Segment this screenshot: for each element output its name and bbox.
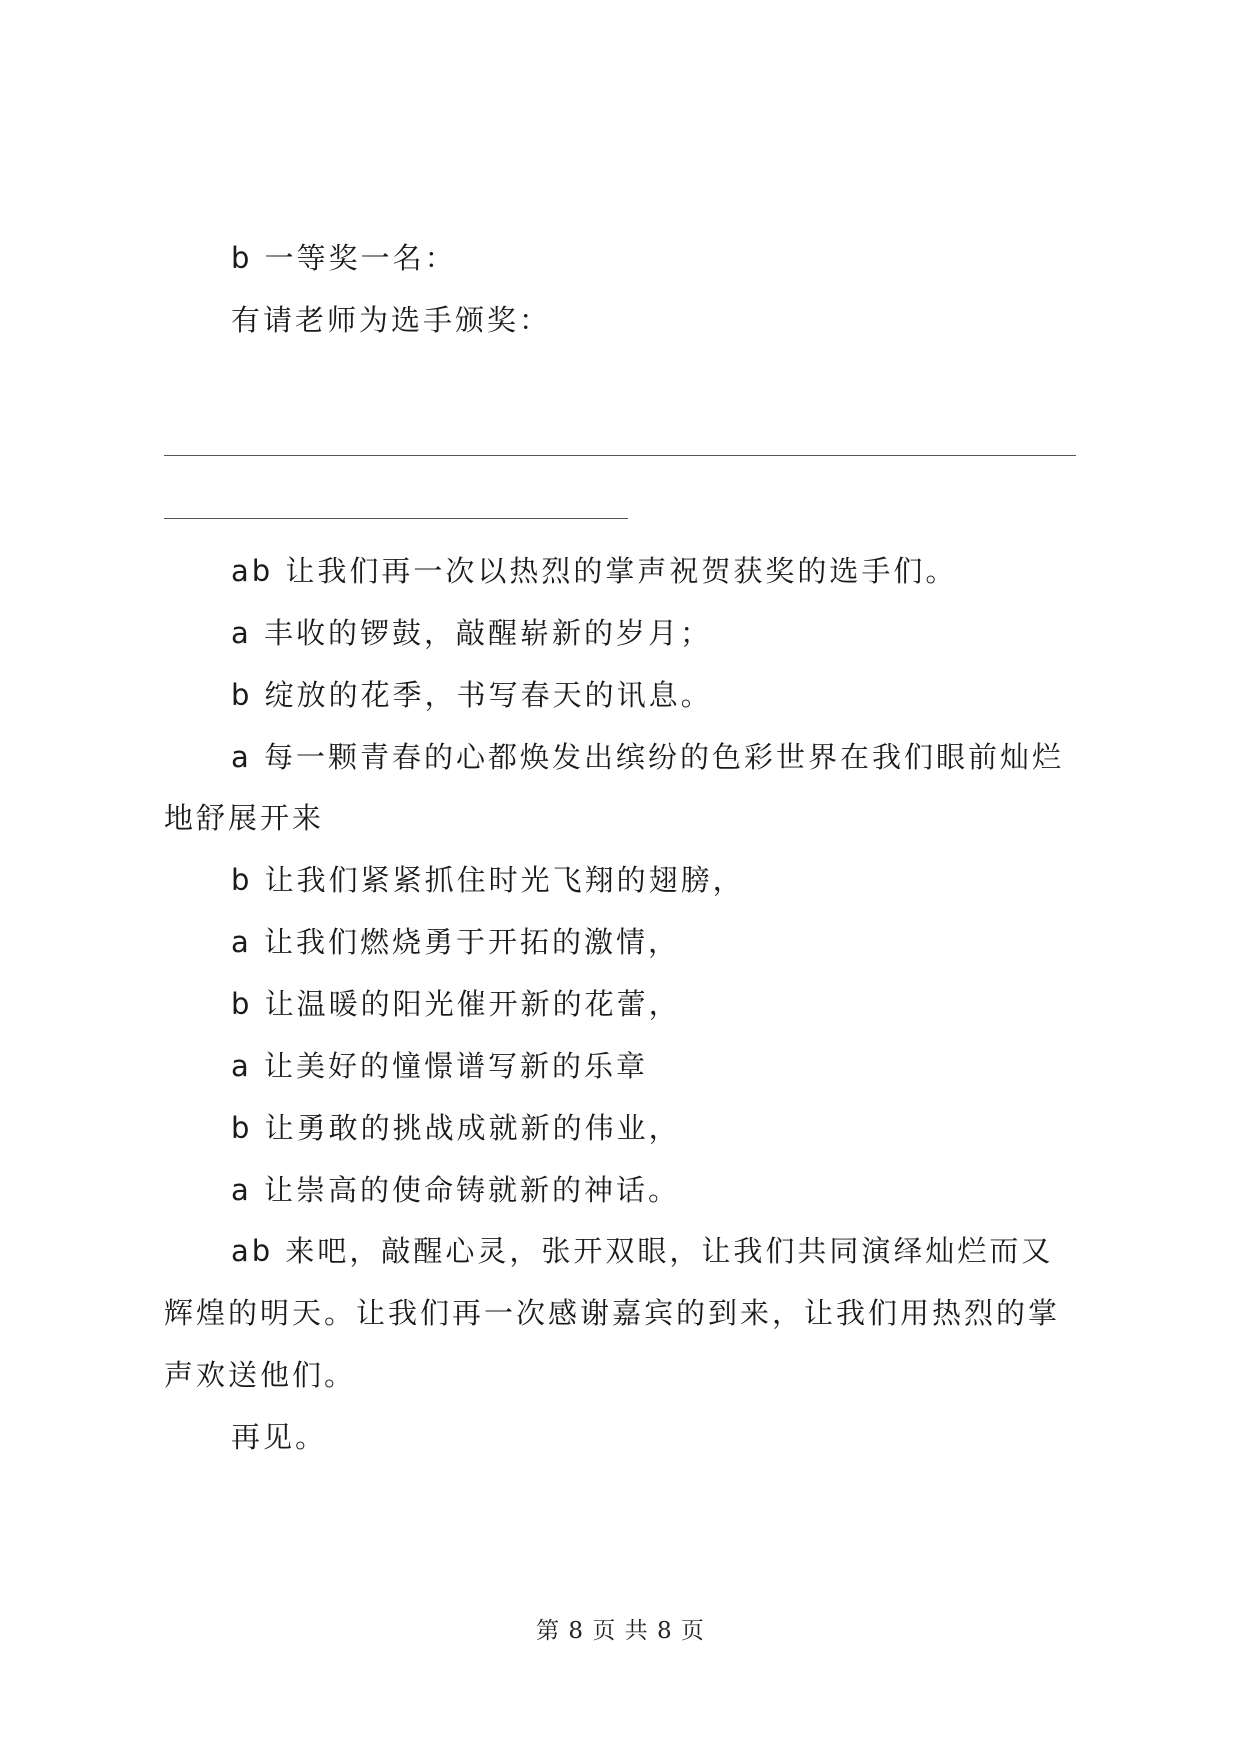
paragraph-line: ab 来吧，敲醒心灵，张开双眼，让我们共同演绎灿烂而又 (231, 1234, 1054, 1268)
paragraph-line: b 让温暖的阳光催开新的花蕾， (231, 987, 681, 1021)
paragraph-line: b 让我们紧紧抓住时光飞翔的翅膀， (231, 863, 745, 897)
paragraph-line: a 每一颗青春的心都焕发出缤纷的色彩世界在我们眼前灿烂 (231, 740, 1064, 774)
paragraph-line: b 绽放的花季，书写春天的讯息。 (231, 678, 713, 712)
paragraph-line: ab 让我们再一次以热烈的掌声祝贺获奖的选手们。 (231, 554, 958, 588)
paragraph-line: 有请老师为选手颁奖： (231, 303, 552, 337)
paragraph-line: a 让我们燃烧勇于开拓的激情， (231, 925, 680, 959)
page-footer: 第 8 页 共 8 页 (536, 1618, 705, 1644)
paragraph-line: 辉煌的明天。让我们再一次感谢嘉宾的到来，让我们用热烈的掌 (164, 1296, 1061, 1330)
paragraph-line: b 让勇敢的挑战成就新的伟业， (231, 1111, 681, 1145)
paragraph-line: 声欢送他们。 (164, 1358, 357, 1392)
underline-rule (164, 455, 1076, 456)
paragraph-line: b 一等奖一名： (231, 241, 457, 275)
paragraph-line: 再见。 (231, 1420, 328, 1454)
underline-rule (164, 518, 628, 519)
paragraph-line: 地舒展开来 (164, 801, 325, 835)
paragraph-line: a 让美好的憧憬谱写新的乐章 (231, 1049, 648, 1083)
paragraph-line: a 丰收的锣鼓，敲醒崭新的岁月； (231, 616, 712, 650)
paragraph-line: a 让崇高的使命铸就新的神话。 (231, 1173, 680, 1207)
